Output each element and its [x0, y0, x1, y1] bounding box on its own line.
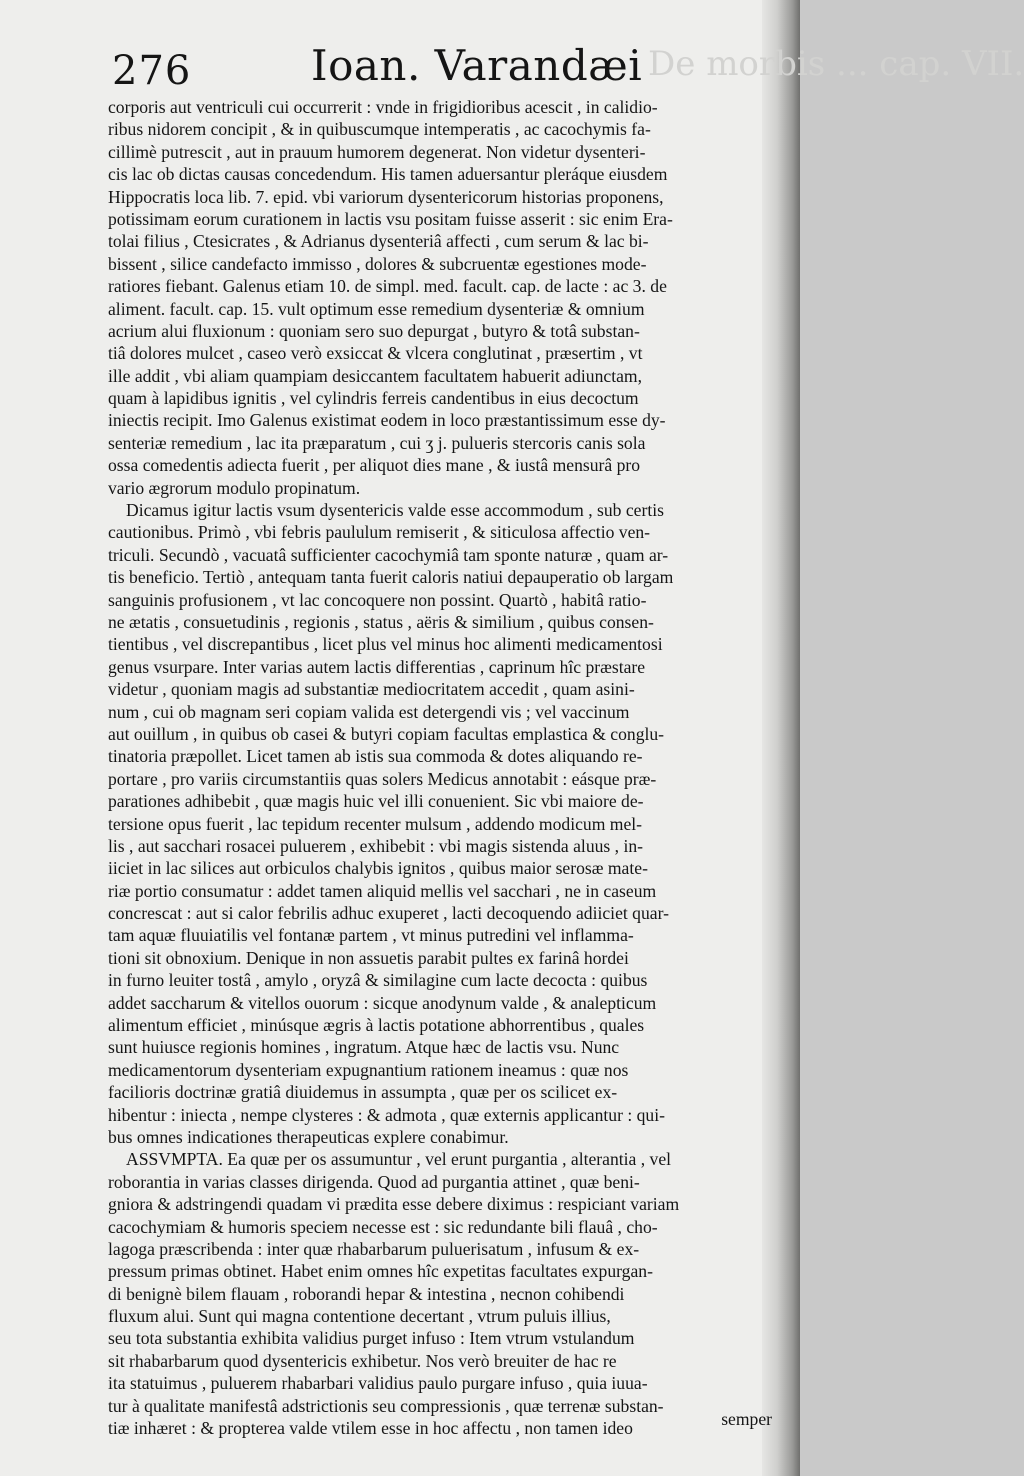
- text-line: Hippocratis loca lib. 7. epid. vbi variorum dysentericorum historias proponens,: [108, 186, 664, 207]
- text-line: ASSVMPTA. Ea quæ per os assumuntur , vel erunt purgantia , alterantia , vel: [126, 1149, 672, 1170]
- text-line: potissimam eorum curationem in lactis vsu positam fuisse asserit : sic enim Era-: [108, 208, 673, 229]
- text-line: tur à qualitate manifestâ adstrictionis seu compressionis , quæ terrenæ substan-: [108, 1395, 664, 1416]
- text-line: medicamentorum dysenteriam expugnantium rationem ineamus : quæ nos: [108, 1059, 629, 1080]
- text-line: tiâ dolores mulcet , caseo verò exsiccat & vlcera conglutinat , præsertim , vt: [108, 343, 643, 364]
- page-number: 276: [112, 48, 192, 94]
- text-line: iiciet in lac silices aut orbiculos chalybis ignitos , quibus maior serosæ mate-: [108, 858, 648, 879]
- text-line: cacochymiam & humoris speciem necesse est : sic redundante bili flauâ , cho-: [108, 1216, 658, 1237]
- text-line: pressum primas obtinet. Habet enim omnes hîc expetitas facultates expurgan-: [108, 1261, 653, 1282]
- text-line: quam à lapidibus ignitis , vel cylindris ferreis candentibus in eius decoctum: [108, 388, 639, 409]
- text-line: alimentum efficiet , minúsque ægris à lactis potatione abhorrentibus , quales: [108, 1015, 645, 1036]
- text-line: num , cui ob magnam seri copiam valida est detergendi vis ; vel vaccinum: [108, 701, 630, 722]
- text-line: senteriæ remedium , lac ita præparatum , cui ʒ j. pulueris stercoris canis sola: [108, 432, 646, 453]
- text-line: hibentur : iniecta , nempe clysteres : & admota , quæ externis applicantur : qui-: [108, 1104, 665, 1125]
- text-line: sit rhabarbarum quod dysentericis exhibetur. Nos verò breuiter de hac re: [108, 1350, 617, 1371]
- text-line: ossa comedentis adiecta fuerit , per aliquot dies mane , & iustâ mensurâ pro: [108, 455, 641, 476]
- text-line: portare , pro variis circumstantiis quas solers Medicus annotabit : eásque præ-: [108, 768, 657, 789]
- text-line: ille addit , vbi aliam quampiam desiccantem facultatem habuerit adiunctam,: [108, 365, 642, 386]
- text-line: Dicamus igitur lactis vsum dysentericis valde esse accommodum , sub certis: [126, 500, 664, 521]
- text-line: concrescat : aut si calor febrilis adhuc exuperet , lacti decoquendo adiiciet quar-: [108, 903, 669, 924]
- text-line: ratiores fiebant. Galenus etiam 10. de simpl. med. facult. cap. de lacte : ac 3. de: [108, 276, 667, 297]
- text-line: gniora & adstringendi quadam vi prædita esse debere diximus : respiciant variam: [108, 1194, 680, 1215]
- text-line: sunt huiusce regionis homines , ingratum. Atque hæc de lactis vsu. Nunc: [108, 1037, 620, 1058]
- text-line: seu tota substantia exhibita validius purget infuso : Item vtrum vstulandum: [108, 1328, 635, 1349]
- text-line: acrium alui fluxionum : quoniam sero suo depurgat , butyro & totâ substan-: [108, 320, 640, 341]
- text-line: tinatoria præpollet. Licet tamen ab istis sua commoda & dotes aliquando re-: [108, 746, 643, 767]
- text-line: bus omnes indicationes therapeuticas explere conabimur.: [108, 1126, 509, 1147]
- catchword: semper: [721, 1409, 772, 1429]
- text-line: fluxum alui. Sunt qui magna contentione decertant , vtrum puluis illius,: [108, 1306, 611, 1327]
- text-line: cillimè putrescit , aut in prauum humorem degenerat. Non videtur dysenteri-: [108, 141, 646, 162]
- text-line: genus vsurpare. Inter varias autem lactis differentias , caprinum hîc præstare: [108, 656, 646, 677]
- running-head: Ioan. Varandæi: [311, 41, 643, 90]
- text-line: di benignè bilem flauam , roborandi hepar & intestina , necnon cohibendi: [108, 1283, 625, 1304]
- page-content: [108, 36, 1024, 1439]
- text-line: triculi. Secundò , vacuatâ sufficienter cacochymiâ tam sponte naturæ , quam ar-: [108, 544, 669, 565]
- text-line: tolai filius , Ctesicrates , & Adrianus dysenteriâ affecti , cum serum & lac bi-: [108, 231, 649, 252]
- text-line: ne ætatis , consuetudinis , regionis , status , aëris & similium , quibus consen-: [108, 611, 654, 632]
- body-text: [108, 96, 768, 1439]
- text-line: riæ portio consumatur : addet tamen aliquid mellis vel sacchari , ne in caseum: [108, 880, 657, 901]
- text-line: tersione opus fuerit , lac tepidum recenter mulsum , addendo modicum mel-: [108, 813, 643, 834]
- text-line: sanguinis profusionem , vt lac concoquere non possint. Quartò , habitâ ratio-: [108, 589, 647, 610]
- page-header: [108, 36, 1024, 96]
- text-line: cis lac ob dictas causas concedendum. His tamen aduersantur pleráque eiusdem: [108, 164, 668, 185]
- text-line: tioni sit obnoxium. Denique in non assuetis parabit pultes ex farinâ hordei: [108, 947, 629, 968]
- text-line: tis beneficio. Tertiò , antequam tanta fuerit caloris natiui depauperatio ob largam: [108, 567, 674, 588]
- text-line: ita statuimus , puluerem rhabarbari validius paulo purgare infuso , quia iuua-: [108, 1373, 648, 1394]
- text-line: vario ægrorum modulo propinatum.: [108, 477, 361, 498]
- text-line: tiæ inhæret : & propterea valde vtilem esse in hoc affectu , non tamen ideo: [108, 1418, 633, 1439]
- text-line: facilioris doctrinæ gratiâ diuidemus in assumpta , quæ per os scilicet ex-: [108, 1082, 618, 1103]
- text-line: aut ouillum , in quibus ob casei & butyri copiam facultas emplastica & conglu-: [108, 723, 665, 744]
- text-line: cautionibus. Primò , vbi febris paululum remiserit , & siticulosa affectio ven-: [108, 522, 651, 543]
- text-line: corporis aut ventriculi cui occurrerit : vnde in frigidioribus acescit , in calidio-: [108, 97, 658, 117]
- text-line: parationes adhibebit , quæ magis huic vel illi conuenient. Sic vbi maiore de-: [108, 791, 644, 812]
- text-line: bissent , silice candefacto immisso , dolores & subcruentæ egestiones mode-: [108, 253, 647, 274]
- text-line: videtur , quoniam magis ad substantiæ mediocritatem accedit , quam asini-: [108, 679, 635, 700]
- text-line: tam aquæ fluuiatilis vel fontanæ partem , vt minus putredini vel inflamma-: [108, 925, 634, 946]
- text-line: lis , aut sacchari rosacei puluerem , exhibebit : vbi magis sistenda aluus , in-: [108, 835, 644, 856]
- text-line: roborantia in varias classes dirigenda. Quod ad purgantia attinet , quæ beni-: [108, 1171, 640, 1192]
- text-line: addet saccharum & vitellos ouorum : sicque anodynum valde , & analepticum: [108, 992, 657, 1013]
- text-line: in furno leuiter tostâ , amylo , oryzâ & similagine cum lacte decocta : quibus: [108, 970, 648, 991]
- show-through-heading: De morbis ... cap. VII.: [648, 44, 1024, 84]
- text-line: iniectis recipit. Imo Galenus existimat eodem in loco præstantissimum esse dy-: [108, 410, 666, 431]
- text-line: aliment. facult. cap. 15. vult optimum esse remedium dysenteriæ & omnium: [108, 298, 645, 319]
- text-line: lagoga præscribenda : inter quæ rhabarbarum puluerisatum , infusum & ex-: [108, 1238, 640, 1259]
- text-line: tientibus , vel discrepantibus , licet plus vel minus hoc alimenti medicamentosi: [108, 634, 663, 655]
- text-line: ribus nidorem concipit , & in quibuscumque intemperatis , ac cacochymis fa-: [108, 119, 651, 140]
